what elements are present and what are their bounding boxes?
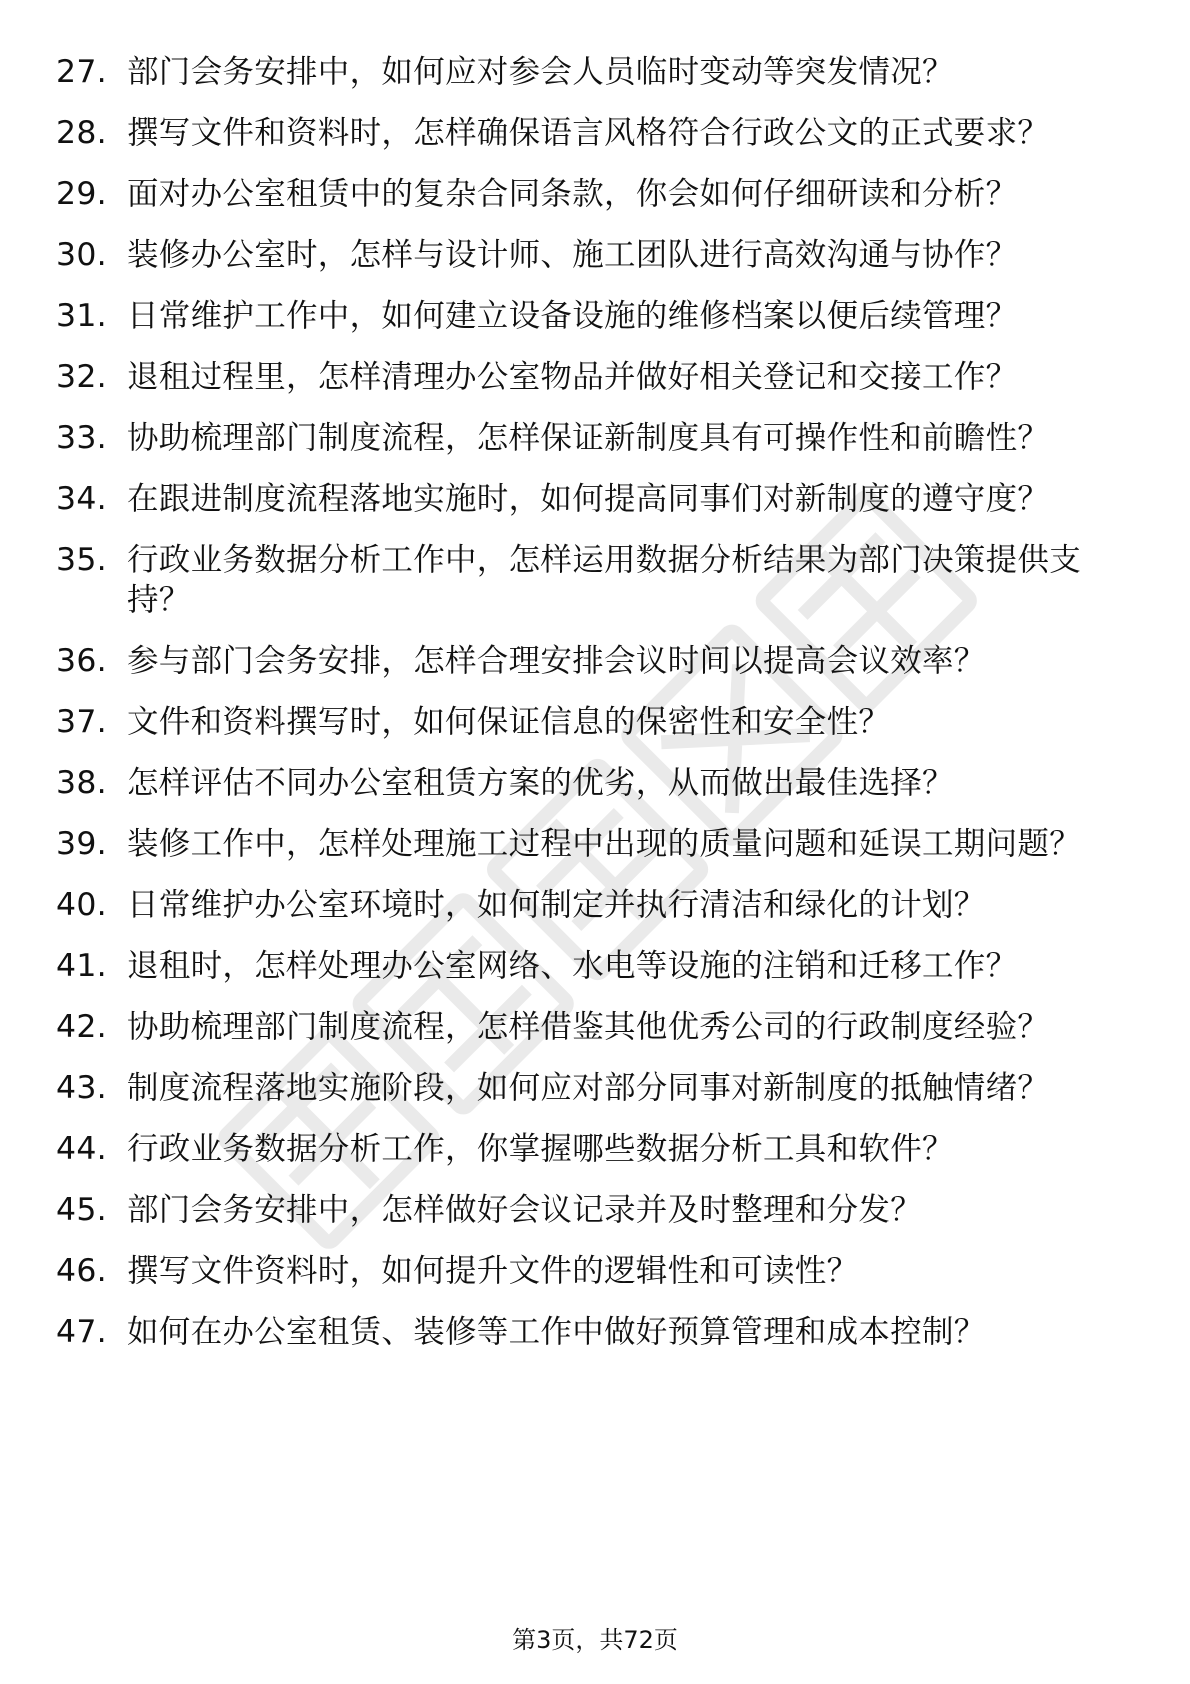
item-text: 怎样评估不同办公室租赁方案的优劣，从而做出最佳选择？ <box>127 765 954 801</box>
item-number: 39. <box>56 826 107 862</box>
item-text: 行政业务数据分析工作，你掌握哪些数据分析工具和软件？ <box>127 1131 954 1167</box>
list-item <box>0 52 1190 92</box>
list-item <box>0 1007 1190 1047</box>
item-text: 日常维护工作中，如何建立设备设施的维修档案以便后续管理？ <box>127 298 1018 334</box>
item-number: 27. <box>56 54 107 90</box>
item-number: 43. <box>56 1070 107 1106</box>
page-number: 第3页，共72页 <box>512 1626 678 1654</box>
item-number: 34. <box>56 481 107 517</box>
item-number: 29. <box>56 176 107 212</box>
list-item <box>0 174 1190 214</box>
item-text: 部门会务安排中，怎样做好会议记录并及时整理和分发？ <box>127 1192 923 1228</box>
list-item <box>0 641 1190 681</box>
list-item <box>0 418 1190 458</box>
item-text: 参与部门会务安排，怎样合理安排会议时间以提高会议效率？ <box>127 643 986 679</box>
item-number: 33. <box>56 420 107 456</box>
list-item <box>0 885 1190 925</box>
list-item <box>0 540 1190 620</box>
item-text: 协助梳理部门制度流程，怎样保证新制度具有可操作性和前瞻性？ <box>127 420 1050 456</box>
item-text: 部门会务安排中，如何应对参会人员临时变动等突发情况？ <box>127 54 954 90</box>
list-item <box>0 113 1190 153</box>
list-item <box>0 235 1190 275</box>
item-text: 撰写文件和资料时，怎样确保语言风格符合行政公文的正式要求？ <box>127 115 1050 151</box>
item-text: 装修工作中，怎样处理施工过程中出现的质量问题和延误工期问题？ <box>127 826 1082 862</box>
item-number: 45. <box>56 1192 107 1228</box>
item-text: 行政业务数据分析工作中，怎样运用数据分析结果为部门决策提供支持？ <box>127 542 1082 618</box>
item-text: 如何在办公室租赁、装修等工作中做好预算管理和成本控制？ <box>127 1314 986 1350</box>
item-number: 42. <box>56 1009 107 1045</box>
item-number: 35. <box>56 542 107 578</box>
item-text: 撰写文件资料时，如何提升文件的逻辑性和可读性？ <box>127 1253 859 1289</box>
item-number: 44. <box>56 1131 107 1167</box>
item-text: 日常维护办公室环境时，如何制定并执行清洁和绿化的计划？ <box>127 887 986 923</box>
item-number: 36. <box>56 643 107 679</box>
item-number: 31. <box>56 298 107 334</box>
item-number: 46. <box>56 1253 107 1289</box>
item-number: 32. <box>56 359 107 395</box>
item-text: 制度流程落地实施阶段，如何应对部分同事对新制度的抵触情绪？ <box>127 1070 1050 1106</box>
item-text: 退租过程里，怎样清理办公室物品并做好相关登记和交接工作？ <box>127 359 1018 395</box>
item-number: 41. <box>56 948 107 984</box>
item-number: 30. <box>56 237 107 273</box>
list-item <box>0 1312 1190 1352</box>
question-list <box>0 52 1190 1373</box>
item-text: 在跟进制度流程落地实施时，如何提高同事们对新制度的遵守度？ <box>127 481 1050 517</box>
item-text: 退租时，怎样处理办公室网络、水电等设施的注销和迁移工作？ <box>127 948 1018 984</box>
list-item <box>0 702 1190 742</box>
item-number: 38. <box>56 765 107 801</box>
item-number: 40. <box>56 887 107 923</box>
list-item <box>0 479 1190 519</box>
list-item <box>0 1129 1190 1169</box>
list-item <box>0 1251 1190 1291</box>
list-item <box>0 1190 1190 1230</box>
item-number: 28. <box>56 115 107 151</box>
list-item <box>0 1068 1190 1108</box>
list-item <box>0 946 1190 986</box>
item-text: 面对办公室租赁中的复杂合同条款，你会如何仔细研读和分析？ <box>127 176 1018 212</box>
item-text: 装修办公室时，怎样与设计师、施工团队进行高效沟通与协作？ <box>127 237 1018 273</box>
item-text: 文件和资料撰写时，如何保证信息的保密性和安全性？ <box>127 704 891 740</box>
item-text: 协助梳理部门制度流程，怎样借鉴其他优秀公司的行政制度经验？ <box>127 1009 1050 1045</box>
list-item <box>0 763 1190 803</box>
list-item <box>0 357 1190 397</box>
list-item <box>0 824 1190 864</box>
item-number: 47. <box>56 1314 107 1350</box>
list-item <box>0 296 1190 336</box>
item-number: 37. <box>56 704 107 740</box>
